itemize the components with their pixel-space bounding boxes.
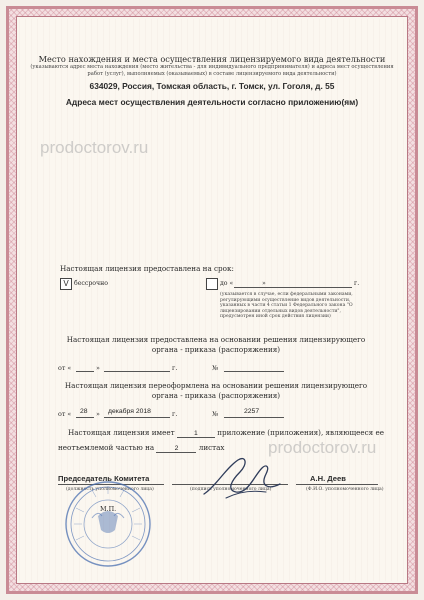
until-prefix: до « [220,280,234,287]
signature-caption: (подпись уполномоченного лица) [190,487,272,492]
attachments-line1 [68,428,384,438]
basis-close-quote: » [96,364,100,372]
stamp-place-label: М.П. [100,505,117,513]
organization-address: 634029, Россия, Томская область, г. Томск, ул. Гоголя, д. 55 [89,81,335,91]
basis-number-line [224,371,284,372]
inseparable-suffix: листах [198,443,225,452]
basis-text: Настоящая лицензия предоставлена на основании решения лицензирующего органа - приказа (распоряжения) [66,335,366,354]
reissue-number-line [224,417,284,418]
position-caption: (должность уполномоченного лица) [66,487,154,492]
reissue-year-suffix: г. [172,410,178,418]
unlimited-text: бессрочно [74,280,108,287]
until-date-line [234,287,352,288]
handwritten-signature [196,446,286,506]
unlimited-checkbox: V [60,278,72,290]
signatory-name: А.Н. Деев [310,474,346,483]
basis-day-line [76,371,94,372]
basis-month-line [104,371,170,372]
name-line [296,484,378,485]
official-stamp-seal [62,478,154,570]
basis-year-suffix: г. [172,364,178,372]
sheets-count: 2 [156,445,196,453]
name-caption: (Ф.И.О. уполномоченного лица) [306,487,384,492]
attachments-count: 1 [177,430,215,438]
until-quote: » [262,280,266,287]
term-label: Настоящая лицензия предоставлена на срок: [60,264,234,273]
reissue-number-label: № [212,410,219,418]
basis-number-label: № [212,364,219,372]
term-note: (указывается в случае, если федеральными законами, регулирующими осуществление видов деятельности, указанных в части 4 статьи 1 Федерального закона "О лицензировании отдельных видов деятельности", предусмотрен иной срок действия лицензии) [220,292,353,320]
reissue-month-year: декабря 2018 [108,408,151,415]
header-title: Место нахождения и места осуществления лицензируемого вида деятельности [38,54,386,64]
basis-from: от « [58,364,72,372]
attachments-suffix: приложение (приложения), являющееся ее [217,428,384,437]
places-of-activity: Адреса мест осуществления деятельности согласно приложению(ям) [65,97,359,107]
until-year-suffix: г. [354,280,360,287]
header-subtitle: (указываются адрес места нахождения (место жительства - для индивидуального предпринимателя) и адреса мест осуществления работ (услуг), выполняемых (оказываемых) в составе лицензируемого вида деятельности) [30,64,394,77]
watermark-bottom: prodoctorov.ru [268,438,377,457]
reissue-from: от « [58,410,72,418]
until-checkbox [206,278,218,290]
watermark-top: prodoctorov.ru [40,138,149,157]
attachments-prefix: Настоящая лицензия имеет [68,428,175,437]
reissue-day-line [76,417,94,418]
reissue-close-quote: » [96,410,100,418]
signatory-position: Председатель Комитета [58,474,150,483]
inseparable-prefix: неотъемлемой частью на [58,443,155,452]
reissue-text: Настоящая лицензия переоформлена на основании решения лицензирующего органа - приказа (распоряжения) [64,381,368,400]
reissue-number: 2257 [244,408,260,415]
reissue-month-line [104,417,170,418]
reissue-day: 28 [80,408,88,415]
